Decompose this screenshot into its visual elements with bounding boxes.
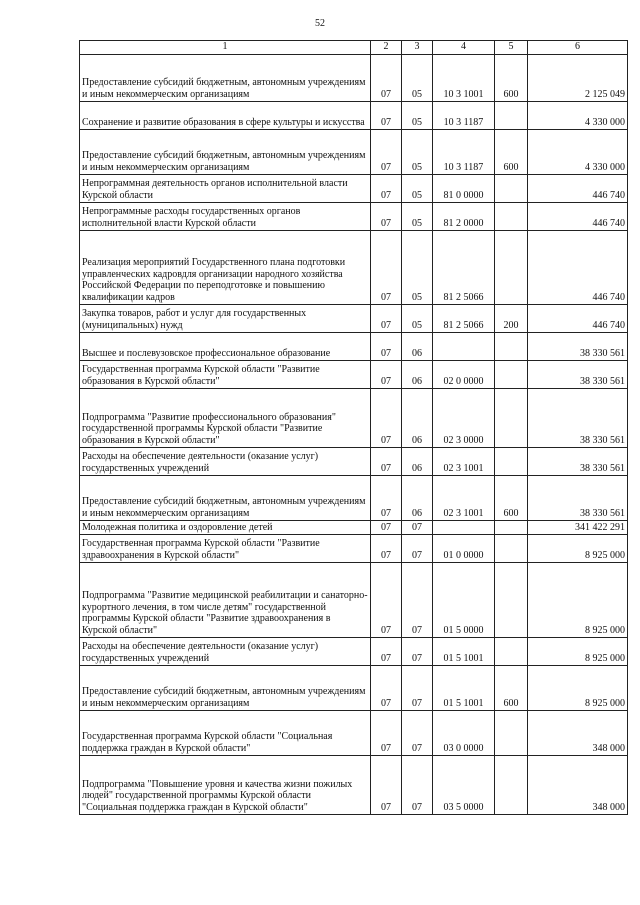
table-row bbox=[80, 361, 628, 389]
table-row bbox=[80, 333, 628, 361]
row-name-cell: Предоставление субсидий бюджетным, автономным учреждениям и иным некоммерческим организациям bbox=[80, 55, 371, 102]
target-article-cell bbox=[433, 333, 495, 361]
amount-cell: 446 740 bbox=[528, 175, 628, 203]
row-name-cell: Высшее и послевузовское профессиональное образование bbox=[80, 333, 371, 361]
target-article-cell: 03 0 0000 bbox=[433, 711, 495, 756]
section-code-cell: 07 bbox=[371, 102, 402, 130]
row-name-cell: Подпрограмма "Развитие профессионального образования" государственной программы Курской области "Развитие образования в Курской области" bbox=[80, 389, 371, 448]
expense-type-cell bbox=[495, 563, 528, 638]
table-row bbox=[80, 521, 628, 535]
column-header: 6 bbox=[528, 41, 628, 55]
section-code-cell: 07 bbox=[371, 130, 402, 175]
amount-cell: 8 925 000 bbox=[528, 535, 628, 563]
section-code-cell: 07 bbox=[371, 175, 402, 203]
target-article-cell: 81 0 0000 bbox=[433, 175, 495, 203]
amount-cell: 4 330 000 bbox=[528, 130, 628, 175]
subsection-code-cell: 07 bbox=[402, 666, 433, 711]
table-row bbox=[80, 175, 628, 203]
row-name-cell: Закупка товаров, работ и услуг для государственных (муниципальных) нужд bbox=[80, 305, 371, 333]
table-header-row bbox=[80, 41, 628, 55]
subsection-code-cell: 06 bbox=[402, 448, 433, 476]
expense-type-cell: 600 bbox=[495, 55, 528, 102]
amount-cell: 2 125 049 bbox=[528, 55, 628, 102]
target-article-cell: 10 3 1187 bbox=[433, 102, 495, 130]
amount-cell: 8 925 000 bbox=[528, 666, 628, 711]
amount-cell: 446 740 bbox=[528, 203, 628, 231]
target-article-cell: 81 2 0000 bbox=[433, 203, 495, 231]
amount-cell: 446 740 bbox=[528, 305, 628, 333]
subsection-code-cell: 07 bbox=[402, 638, 433, 666]
section-code-cell: 07 bbox=[371, 448, 402, 476]
section-code-cell: 07 bbox=[371, 638, 402, 666]
amount-cell: 38 330 561 bbox=[528, 361, 628, 389]
amount-cell: 348 000 bbox=[528, 756, 628, 815]
expense-type-cell bbox=[495, 521, 528, 535]
row-name-cell: Сохранение и развитие образования в сфере культуры и искусства bbox=[80, 102, 371, 130]
section-code-cell: 07 bbox=[371, 563, 402, 638]
row-name-cell: Государственная программа Курской области "Развитие образования в Курской области" bbox=[80, 361, 371, 389]
expense-type-cell bbox=[495, 175, 528, 203]
section-code-cell: 07 bbox=[371, 203, 402, 231]
expense-type-cell bbox=[495, 231, 528, 305]
row-name-cell: Молодежная политика и оздоровление детей bbox=[80, 521, 371, 535]
table-row bbox=[80, 535, 628, 563]
row-name-cell: Расходы на обеспечение деятельности (оказание услуг) государственных учреждений bbox=[80, 638, 371, 666]
section-code-cell: 07 bbox=[371, 535, 402, 563]
row-name-cell: Расходы на обеспечение деятельности (оказание услуг) государственных учреждений bbox=[80, 448, 371, 476]
amount-cell: 38 330 561 bbox=[528, 476, 628, 521]
table-row bbox=[80, 711, 628, 756]
column-header: 2 bbox=[371, 41, 402, 55]
subsection-code-cell: 07 bbox=[402, 756, 433, 815]
expense-type-cell bbox=[495, 448, 528, 476]
column-header: 5 bbox=[495, 41, 528, 55]
subsection-code-cell: 05 bbox=[402, 130, 433, 175]
target-article-cell: 81 2 5066 bbox=[433, 305, 495, 333]
expense-type-cell bbox=[495, 102, 528, 130]
amount-cell: 446 740 bbox=[528, 231, 628, 305]
subsection-code-cell: 07 bbox=[402, 535, 433, 563]
table-row bbox=[80, 203, 628, 231]
row-name-cell: Государственная программа Курской области "Социальная поддержка граждан в Курской области" bbox=[80, 711, 371, 756]
row-name-cell: Государственная программа Курской области "Развитие здравоохранения в Курской области" bbox=[80, 535, 371, 563]
amount-cell: 38 330 561 bbox=[528, 333, 628, 361]
target-article-cell: 02 0 0000 bbox=[433, 361, 495, 389]
row-name-cell: Непрограммная деятельность органов исполнительной власти Курской области bbox=[80, 175, 371, 203]
subsection-code-cell: 07 bbox=[402, 521, 433, 535]
subsection-code-cell: 06 bbox=[402, 389, 433, 448]
expense-type-cell bbox=[495, 638, 528, 666]
target-article-cell: 01 5 0000 bbox=[433, 563, 495, 638]
section-code-cell: 07 bbox=[371, 333, 402, 361]
section-code-cell: 07 bbox=[371, 756, 402, 815]
expense-type-cell: 200 bbox=[495, 305, 528, 333]
expense-type-cell: 600 bbox=[495, 476, 528, 521]
section-code-cell: 07 bbox=[371, 361, 402, 389]
row-name-cell: Непрограммные расходы государственных органов исполнительной власти Курской области bbox=[80, 203, 371, 231]
subsection-code-cell: 05 bbox=[402, 55, 433, 102]
expense-type-cell: 600 bbox=[495, 130, 528, 175]
target-article-cell: 02 3 1001 bbox=[433, 448, 495, 476]
section-code-cell: 07 bbox=[371, 305, 402, 333]
section-code-cell: 07 bbox=[371, 521, 402, 535]
target-article-cell: 10 3 1187 bbox=[433, 130, 495, 175]
subsection-code-cell: 06 bbox=[402, 333, 433, 361]
table-row bbox=[80, 102, 628, 130]
amount-cell: 341 422 291 bbox=[528, 521, 628, 535]
expense-type-cell bbox=[495, 389, 528, 448]
expense-type-cell bbox=[495, 361, 528, 389]
table-row bbox=[80, 305, 628, 333]
table-row bbox=[80, 476, 628, 521]
expense-type-cell: 600 bbox=[495, 666, 528, 711]
subsection-code-cell: 05 bbox=[402, 203, 433, 231]
row-name-cell: Предоставление субсидий бюджетным, автономным учреждениям и иным некоммерческим организациям bbox=[80, 130, 371, 175]
section-code-cell: 07 bbox=[371, 711, 402, 756]
table-row bbox=[80, 130, 628, 175]
amount-cell: 38 330 561 bbox=[528, 389, 628, 448]
subsection-code-cell: 05 bbox=[402, 305, 433, 333]
target-article-cell: 01 5 1001 bbox=[433, 666, 495, 711]
row-name-cell: Подпрограмма "Развитие медицинской реабилитации и санаторно-курортного лечения, в том числе детям" государственной программы Курской области "Развитие здравоохранения в Курской области" bbox=[80, 563, 371, 638]
subsection-code-cell: 07 bbox=[402, 711, 433, 756]
subsection-code-cell: 06 bbox=[402, 476, 433, 521]
table-row bbox=[80, 756, 628, 815]
expense-type-cell bbox=[495, 203, 528, 231]
amount-cell: 4 330 000 bbox=[528, 102, 628, 130]
section-code-cell: 07 bbox=[371, 55, 402, 102]
target-article-cell: 02 3 1001 bbox=[433, 476, 495, 521]
target-article-cell: 01 0 0000 bbox=[433, 535, 495, 563]
section-code-cell: 07 bbox=[371, 666, 402, 711]
amount-cell: 38 330 561 bbox=[528, 448, 628, 476]
column-header: 1 bbox=[80, 41, 371, 55]
table-row bbox=[80, 666, 628, 711]
target-article-cell: 02 3 0000 bbox=[433, 389, 495, 448]
target-article-cell bbox=[433, 521, 495, 535]
table-row bbox=[80, 389, 628, 448]
section-code-cell: 07 bbox=[371, 231, 402, 305]
amount-cell: 348 000 bbox=[528, 711, 628, 756]
row-name-cell: Реализация мероприятий Государственного плана подготовки управленческих кадровдля организации народного хозяйства Российской Федерации по переподготовке и повышению квалификации кадров bbox=[80, 231, 371, 305]
expense-type-cell bbox=[495, 756, 528, 815]
expense-type-cell bbox=[495, 333, 528, 361]
section-code-cell: 07 bbox=[371, 476, 402, 521]
row-name-cell: Предоставление субсидий бюджетным, автономным учреждениям и иным некоммерческим организациям bbox=[80, 666, 371, 711]
subsection-code-cell: 05 bbox=[402, 175, 433, 203]
budget-table bbox=[79, 40, 628, 815]
table-body bbox=[80, 55, 628, 815]
table-row bbox=[80, 55, 628, 102]
expense-type-cell bbox=[495, 535, 528, 563]
expense-type-cell bbox=[495, 711, 528, 756]
target-article-cell: 10 3 1001 bbox=[433, 55, 495, 102]
page-number: 52 bbox=[315, 18, 325, 29]
table-row bbox=[80, 448, 628, 476]
amount-cell: 8 925 000 bbox=[528, 563, 628, 638]
subsection-code-cell: 06 bbox=[402, 361, 433, 389]
table-row bbox=[80, 231, 628, 305]
column-header: 4 bbox=[433, 41, 495, 55]
subsection-code-cell: 05 bbox=[402, 102, 433, 130]
table-row bbox=[80, 638, 628, 666]
target-article-cell: 01 5 1001 bbox=[433, 638, 495, 666]
subsection-code-cell: 05 bbox=[402, 231, 433, 305]
target-article-cell: 03 5 0000 bbox=[433, 756, 495, 815]
table-row bbox=[80, 563, 628, 638]
target-article-cell: 81 2 5066 bbox=[433, 231, 495, 305]
row-name-cell: Подпрограмма "Повышение уровня и качества жизни пожилых людей" государственной программы Курской области "Социальная поддержка граждан в Курской области" bbox=[80, 756, 371, 815]
amount-cell: 8 925 000 bbox=[528, 638, 628, 666]
section-code-cell: 07 bbox=[371, 389, 402, 448]
row-name-cell: Предоставление субсидий бюджетным, автономным учреждениям и иным некоммерческим организациям bbox=[80, 476, 371, 521]
column-header: 3 bbox=[402, 41, 433, 55]
subsection-code-cell: 07 bbox=[402, 563, 433, 638]
